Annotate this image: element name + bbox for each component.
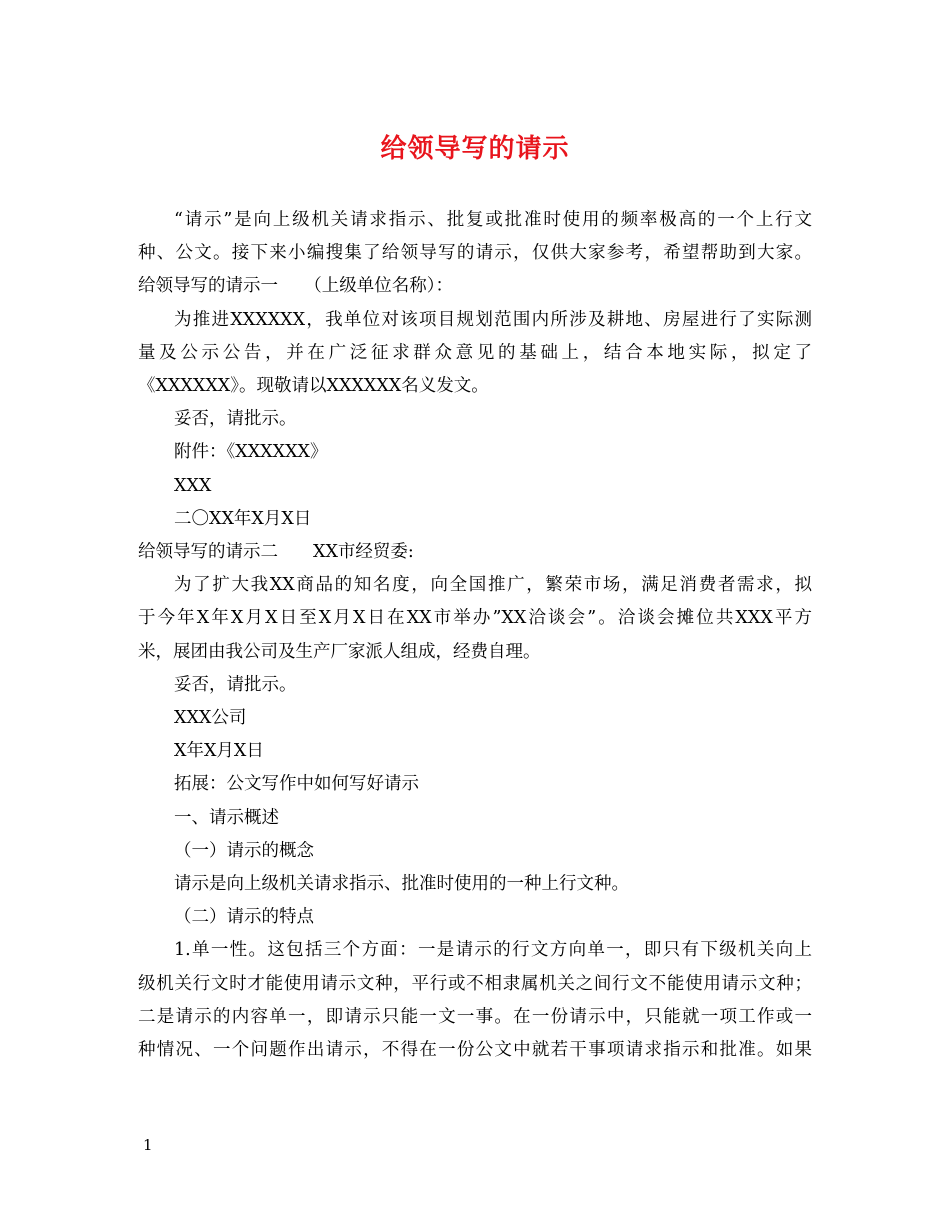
page-number: 1 xyxy=(143,1136,153,1154)
paragraph-line: 为推进XXXXXX，我单位对该项目规划范围内所涉及耕地、房屋进行了实际测 xyxy=(174,309,812,330)
paragraph-line: 妥否，请批示。 xyxy=(174,674,297,695)
paragraph-line: 于今年X年X月X日至X月X日在XX市举办”XX洽谈会”。洽谈会摊位共XXX平方 xyxy=(138,608,812,629)
paragraph-line: 级机关行文时才能使用请示文种，平行或不相隶属机关之间行文不能使用请示文种； xyxy=(138,973,812,994)
paragraph-line: 种情况、一个问题作出请示，不得在一份公文中就若干事项请求指示和批准。如果 xyxy=(138,1040,812,1061)
section-heading: 给领导写的请示一 （上级单位名称）： xyxy=(138,276,453,297)
document-body xyxy=(138,204,812,1067)
section-heading: 给领导写的请示二 XX市经贸委: xyxy=(138,542,414,563)
date-line: X年X月X日 xyxy=(174,741,264,762)
subsection-heading: （二）请示的特点 xyxy=(174,907,314,928)
paragraph-line: 《XXXXXX》。现敬请以XXXXXX名义发文。 xyxy=(138,376,489,397)
paragraph-line: “请示”是向上级机关请求指示、批复或批准时使用的频率极高的一个上行文 xyxy=(174,210,812,230)
paragraph-line: 米，展团由我公司及生产厂家派人组成，经费自理。 xyxy=(138,641,541,662)
document-title: 给领导写的请示 xyxy=(380,134,570,164)
signature-line: XXX公司 xyxy=(174,708,247,729)
section-heading: 拓展：公文写作中如何写好请示 xyxy=(174,774,419,795)
paragraph-line: 请示是向上级机关请求指示、批准时使用的一种上行文种。 xyxy=(174,874,629,895)
attachment-line: 附件：《XXXXXX》 xyxy=(174,442,328,463)
paragraph-line: 量及公示公告，并在广泛征求群众意见的基础上，结合本地实际，拟定了 xyxy=(138,342,812,363)
subsection-heading: （一）请示的概念 xyxy=(174,840,314,861)
paragraph-line: 二是请示的内容单一，即请示只能一文一事。在一份请示中，只能就一项工作或一 xyxy=(138,1006,812,1027)
paragraph-line: 种、公文。接下来小编搜集了给领导写的请示，仅供大家参考，希望帮助到大家。 xyxy=(138,243,812,264)
paragraph-line: 妥否，请批示。 xyxy=(174,409,297,430)
section-heading: 一、请示概述 xyxy=(174,807,279,828)
signature-line: XXX xyxy=(174,475,212,496)
paragraph-line: 1.单一性。这包括三个方面：一是请示的行文方向单一，即只有下级机关向上 xyxy=(174,940,812,961)
paragraph-line: 为了扩大我XX商品的知名度，向全国推广，繁荣市场，满足消费者需求，拟 xyxy=(174,575,812,596)
date-line: 二〇XX年X月X日 xyxy=(174,508,312,529)
